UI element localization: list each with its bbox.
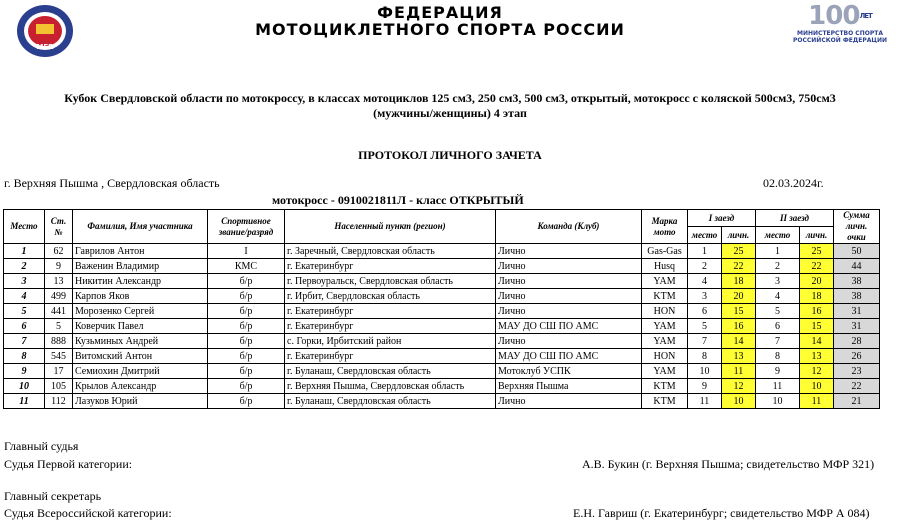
row-bike: KTM — [642, 379, 688, 394]
header-heat1: I заезд — [688, 210, 756, 227]
row-heat1-points: 13 — [722, 349, 756, 364]
header-heat2: II заезд — [756, 210, 834, 227]
row-sum: 44 — [834, 259, 880, 274]
header-heat1-points: личн. — [722, 227, 756, 244]
row-heat1-place: 10 — [688, 364, 722, 379]
cup-title — [20, 91, 880, 121]
row-sum: 26 — [834, 349, 880, 364]
row-heat2-points: 18 — [800, 289, 834, 304]
event-place: г. Верхняя Пышма , Свердловская область — [4, 176, 220, 190]
header-heat1-place: место — [688, 227, 722, 244]
row-rank: б/р — [208, 319, 285, 334]
row-place: 6 — [4, 319, 45, 334]
logo-right-caption2: РОССИЙСКОЙ ФЕДЕРАЦИИ — [792, 37, 887, 44]
row-heat2-place: 6 — [756, 319, 800, 334]
header-rank: Спортивное звание/разряд — [208, 210, 285, 244]
row-rank: б/р — [208, 334, 285, 349]
row-team: Мотоклуб УСПК — [496, 364, 642, 379]
row-place: 9 — [4, 364, 45, 379]
row-heat1-points: 25 — [722, 244, 756, 259]
row-name: Лазуков Юрий — [73, 394, 208, 409]
row-heat2-points: 14 — [800, 334, 834, 349]
header-heat2-place: место — [756, 227, 800, 244]
row-number: 17 — [45, 364, 73, 379]
row-heat1-place: 8 — [688, 349, 722, 364]
row-heat2-points: 11 — [800, 394, 834, 409]
row-team: Лично — [496, 334, 642, 349]
row-heat2-points: 12 — [800, 364, 834, 379]
row-bike: HON — [642, 349, 688, 364]
table-row — [4, 244, 880, 259]
row-number: 545 — [45, 349, 73, 364]
row-heat1-place: 3 — [688, 289, 722, 304]
table-row — [4, 289, 880, 304]
row-heat1-place: 1 — [688, 244, 722, 259]
row-heat1-points: 20 — [722, 289, 756, 304]
row-place: 7 — [4, 334, 45, 349]
table-row — [4, 274, 880, 289]
logo-right-number: 100 — [808, 1, 860, 31]
cup-title-line1: Кубок Свердловской области по мотокроссу, в классах мотоциклов 125 см3, 250 см3, 500 см3, открытый, мотокросс с коляской 500см3, 750см3 — [64, 91, 836, 105]
row-name: Никитин Александр — [73, 274, 208, 289]
table-row — [4, 364, 880, 379]
row-heat1-place: 2 — [688, 259, 722, 274]
row-city: г. Первоуральск, Свердловская область — [285, 274, 496, 289]
row-sum: 23 — [834, 364, 880, 379]
row-city: г. Верхняя Пышма, Свердловская область — [285, 379, 496, 394]
logo-right-years: ЛЕТ — [859, 12, 872, 20]
row-team: МАУ ДО СШ ПО АМС — [496, 319, 642, 334]
row-heat2-place: 2 — [756, 259, 800, 274]
row-place: 4 — [4, 289, 45, 304]
row-bike: Gas-Gas — [642, 244, 688, 259]
header-sum: Сумма личн. очки — [834, 210, 880, 244]
row-heat2-place: 10 — [756, 394, 800, 409]
protocol-title: ПРОТОКОЛ ЛИЧНОГО ЗАЧЕТА — [358, 148, 542, 162]
row-heat1-points: 14 — [722, 334, 756, 349]
row-bike: HON — [642, 304, 688, 319]
secretary-name: Е.Н. Гавриш (г. Екатеринбург; свидетельство МФР А 084) — [573, 506, 870, 520]
row-place: 2 — [4, 259, 45, 274]
row-name: Карпов Яков — [73, 289, 208, 304]
row-team: Лично — [496, 274, 642, 289]
secretary-category: Судья Всероссийской категории: — [4, 506, 172, 520]
row-city: г. Екатеринбург — [285, 349, 496, 364]
row-heat2-points: 25 — [800, 244, 834, 259]
row-team: МАУ ДО СШ ПО АМС — [496, 349, 642, 364]
row-place: 10 — [4, 379, 45, 394]
row-number: 499 — [45, 289, 73, 304]
row-heat1-points: 18 — [722, 274, 756, 289]
row-bike: KTM — [642, 394, 688, 409]
event-date: 02.03.2024г. — [763, 176, 824, 190]
row-number: 9 — [45, 259, 73, 274]
row-heat2-place: 3 — [756, 274, 800, 289]
row-team: Лично — [496, 304, 642, 319]
chief-judge-name: А.В. Букин (г. Верхняя Пышма; свидетельство МФР 321) — [582, 457, 875, 471]
header-city: Населенный пункт (регион) — [285, 210, 496, 244]
row-heat2-points: 15 — [800, 319, 834, 334]
row-heat2-place: 5 — [756, 304, 800, 319]
row-team: Лично — [496, 394, 642, 409]
row-heat2-points: 22 — [800, 259, 834, 274]
row-number: 105 — [45, 379, 73, 394]
table-row — [4, 379, 880, 394]
org-title-line2: МОТОЦИКЛЕТНОГО СПОРТА РОССИИ — [255, 20, 625, 39]
row-team: Лично — [496, 259, 642, 274]
mfr-logo — [14, 4, 76, 58]
row-name: Важенин Владимир — [73, 259, 208, 274]
logo-left-text: MFR — [36, 43, 54, 51]
row-name: Витомский Антон — [73, 349, 208, 364]
row-sum: 31 — [834, 319, 880, 334]
row-heat1-place: 11 — [688, 394, 722, 409]
row-heat1-place: 5 — [688, 319, 722, 334]
row-team: Лично — [496, 244, 642, 259]
row-heat2-place: 11 — [756, 379, 800, 394]
row-name: Семиохин Дмитрий — [73, 364, 208, 379]
org-title — [100, 4, 780, 38]
row-sum: 22 — [834, 379, 880, 394]
chief-judge-category: Судья Первой категории: — [4, 457, 133, 471]
row-name: Гаврилов Антон — [73, 244, 208, 259]
row-place: 5 — [4, 304, 45, 319]
results-body — [4, 244, 880, 409]
row-rank: б/р — [208, 349, 285, 364]
row-heat1-place: 9 — [688, 379, 722, 394]
row-city: г. Буланаш, Свердловская область — [285, 394, 496, 409]
row-rank: б/р — [208, 304, 285, 319]
table-row — [4, 334, 880, 349]
row-bike: KTM — [642, 289, 688, 304]
row-heat1-points: 22 — [722, 259, 756, 274]
row-rank: I — [208, 244, 285, 259]
row-heat2-place: 4 — [756, 289, 800, 304]
header-place: Место — [4, 210, 45, 244]
row-city: г. Екатеринбург — [285, 304, 496, 319]
row-bike: YAM — [642, 364, 688, 379]
row-sum: 28 — [834, 334, 880, 349]
row-heat2-points: 16 — [800, 304, 834, 319]
row-place: 3 — [4, 274, 45, 289]
row-rank: б/р — [208, 394, 285, 409]
secretary-title: Главный секретарь — [4, 489, 102, 503]
row-heat1-points: 11 — [722, 364, 756, 379]
row-heat1-place: 7 — [688, 334, 722, 349]
chief-judge-title: Главный судья — [4, 439, 79, 453]
row-number: 441 — [45, 304, 73, 319]
row-sum: 50 — [834, 244, 880, 259]
row-bike: YAM — [642, 319, 688, 334]
row-place: 1 — [4, 244, 45, 259]
row-heat2-points: 13 — [800, 349, 834, 364]
table-row — [4, 394, 880, 409]
row-place: 8 — [4, 349, 45, 364]
row-number: 888 — [45, 334, 73, 349]
row-number: 112 — [45, 394, 73, 409]
results-table — [3, 209, 880, 409]
row-city: г. Екатеринбург — [285, 319, 496, 334]
row-team: Верхняя Пышма — [496, 379, 642, 394]
row-number: 62 — [45, 244, 73, 259]
row-bike: YAM — [642, 274, 688, 289]
table-row — [4, 259, 880, 274]
row-sum: 21 — [834, 394, 880, 409]
row-rank: б/р — [208, 379, 285, 394]
row-team: Лично — [496, 289, 642, 304]
row-place: 11 — [4, 394, 45, 409]
row-city: г. Екатеринбург — [285, 259, 496, 274]
header-number: Ст. № — [45, 210, 73, 244]
row-sum: 38 — [834, 274, 880, 289]
header-name: Фамилия, Имя участника — [73, 210, 208, 244]
row-sum: 38 — [834, 289, 880, 304]
row-heat1-place: 4 — [688, 274, 722, 289]
row-name: Кузьминых Андрей — [73, 334, 208, 349]
row-rank: б/р — [208, 364, 285, 379]
row-bike: Husq — [642, 259, 688, 274]
cup-title-line2: (мужчины/женщины) 4 этап — [373, 106, 527, 120]
row-heat2-place: 1 — [756, 244, 800, 259]
row-city: г. Ирбит, Свердловская область — [285, 289, 496, 304]
row-heat2-place: 8 — [756, 349, 800, 364]
row-name: Морозенко Сергей — [73, 304, 208, 319]
table-row — [4, 319, 880, 334]
row-city: с. Горки, Ирбитский район — [285, 334, 496, 349]
header-team: Команда (Клуб) — [496, 210, 642, 244]
row-sum: 31 — [834, 304, 880, 319]
table-row — [4, 349, 880, 364]
row-name: Коверчик Павел — [73, 319, 208, 334]
row-number: 13 — [45, 274, 73, 289]
header-heat2-points: личн. — [800, 227, 834, 244]
table-row — [4, 304, 880, 319]
row-heat1-points: 15 — [722, 304, 756, 319]
row-heat2-points: 20 — [800, 274, 834, 289]
row-heat1-place: 6 — [688, 304, 722, 319]
class-line: мотокросс - 0910021811Л - класс ОТКРЫТЫЙ — [272, 193, 524, 207]
row-heat2-points: 10 — [800, 379, 834, 394]
org-title-line1: ФЕДЕРАЦИЯ — [377, 3, 503, 22]
row-heat1-points: 10 — [722, 394, 756, 409]
row-rank: б/р — [208, 274, 285, 289]
row-rank: б/р — [208, 289, 285, 304]
header-bike: Марка мото — [642, 210, 688, 244]
ministry-logo — [790, 2, 890, 54]
row-bike: YAM — [642, 334, 688, 349]
row-heat2-place: 9 — [756, 364, 800, 379]
row-name: Крылов Александр — [73, 379, 208, 394]
row-city: г. Заречный, Свердловская область — [285, 244, 496, 259]
row-city: г. Буланаш, Свердловская область — [285, 364, 496, 379]
row-number: 5 — [45, 319, 73, 334]
row-heat2-place: 7 — [756, 334, 800, 349]
row-rank: КМС — [208, 259, 285, 274]
logo-right-caption1: МИНИСТЕРСТВО СПОРТА — [797, 30, 883, 37]
row-heat1-points: 12 — [722, 379, 756, 394]
row-heat1-points: 16 — [722, 319, 756, 334]
